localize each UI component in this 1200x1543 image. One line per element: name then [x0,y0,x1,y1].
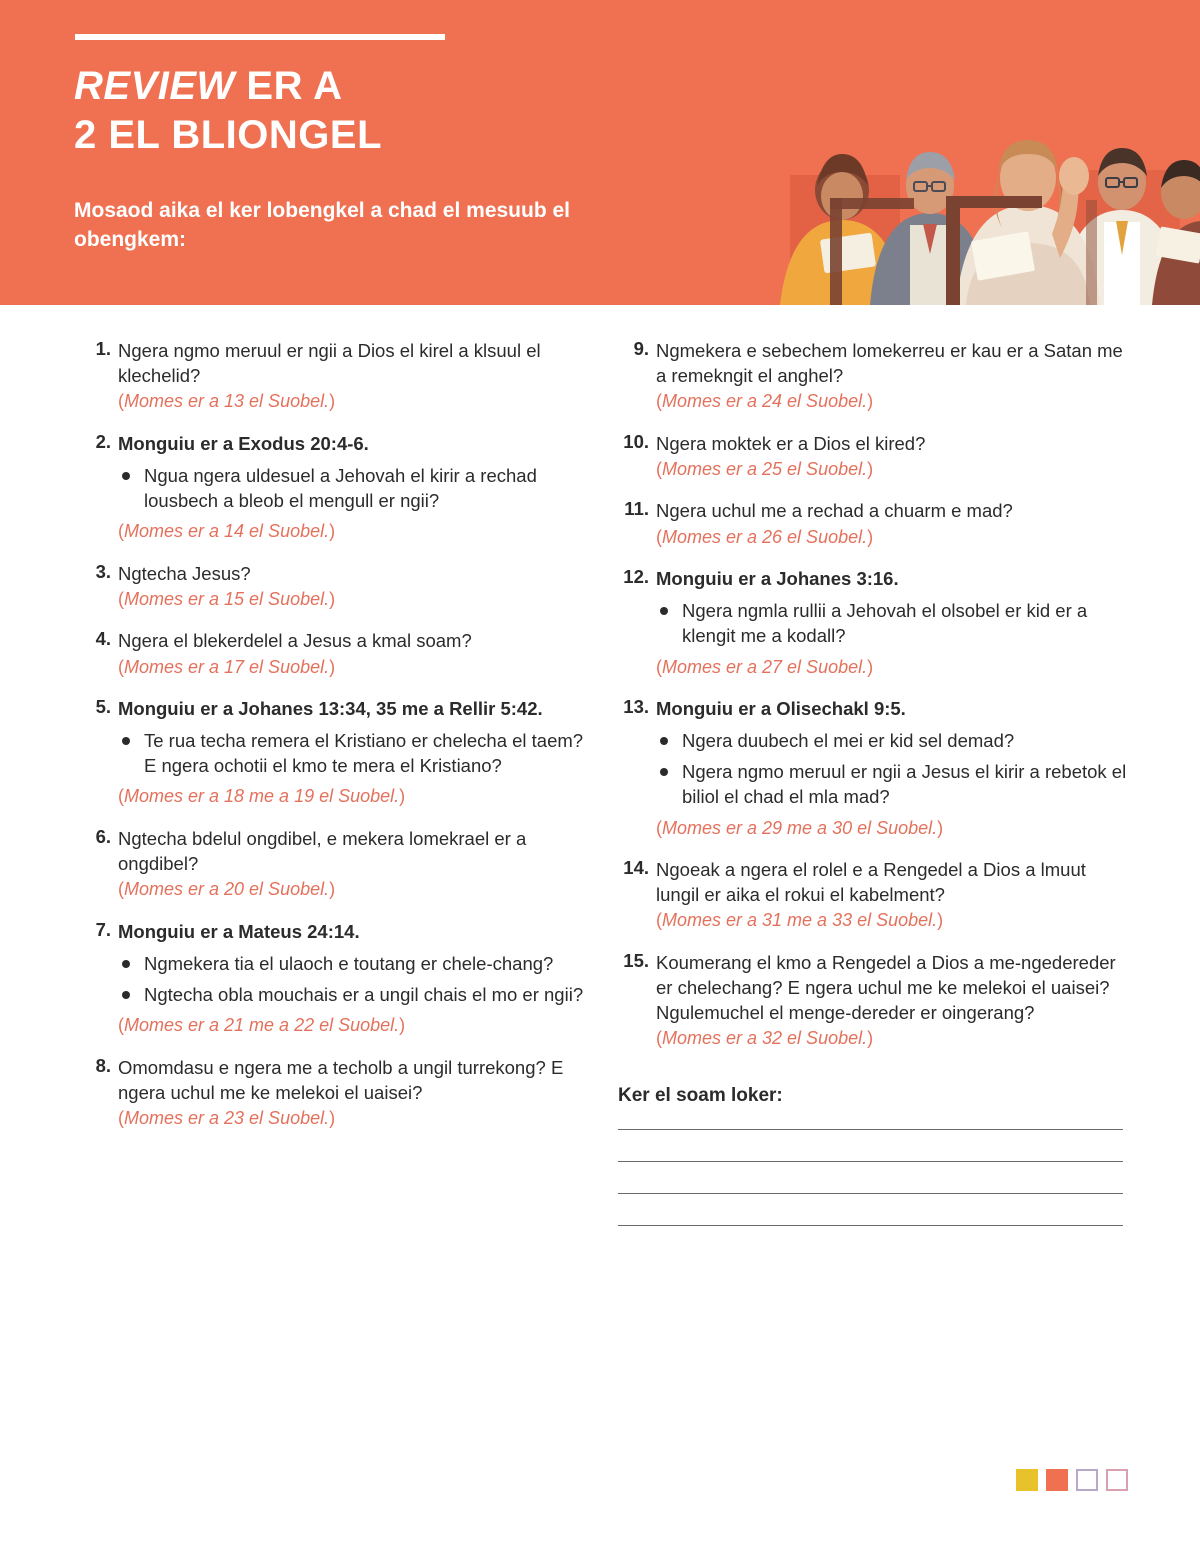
question-reference: (Momes er a 13 el Suobel.) [118,391,336,412]
question-subpoints [656,728,1128,809]
question-item [618,950,1128,1051]
footer-color-swatches [1016,1469,1128,1491]
question-item [80,561,590,612]
question-reference-text: Momes er a 17 el Suobel. [124,656,330,677]
question-reference: (Momes er a 14 el Suobel.) [118,521,336,542]
question-reference: (Momes er a 15 el Suobel.) [118,588,336,609]
question-item [618,431,1128,482]
header-divider-rule [75,34,445,40]
question-subpoint: Ngua ngera uldesuel a Jehovah el kirir a rechad lousbech a bleob el mengull er ngii? [118,463,590,513]
question-reference-text: Momes er a 32 el Suobel. [662,1028,868,1049]
notes-heading: Ker el soam loker: [618,1084,783,1106]
question-reference: (Momes er a 29 me a 30 el Suobel.) [656,817,944,838]
question-reference: (Momes er a 27 el Suobel.) [656,656,874,677]
question-subpoints [118,463,590,513]
question-number: 5. [95,695,111,717]
question-text: Koumerang el kmo a Rengedel a Dios a me-ngedereder er chelechang? E ngera uchul me ke melekoi el uaisei? Ngulemuchel el menge-dereder er oingerang? [656,951,1116,1024]
question-text: Monguiu er a Johanes 13:34, 35 me a Rellir 5:42. [118,697,543,719]
question-item [80,431,590,544]
question-number: 1. [95,338,111,359]
question-number: 6. [95,825,111,847]
question-item [618,857,1128,933]
question-text: Omomdasu e ngera me a techolb a ungil turrekong? E ngera uchul me ke melekoi el uaisei? [118,1056,564,1103]
right-column [618,338,1128,1257]
question-subpoint: Te rua techa remera el Kristiano er chelecha el taem? E ngera ochotii el kmo te mera el Kristiano? [118,728,590,778]
page-title-line1-rest: ER A [234,64,343,108]
page-title-italic-word: REVIEW [74,64,235,108]
question-number: 7. [95,918,111,940]
page-title-line2: 2 EL BLIONGEL [74,112,383,157]
question-reference-text: Momes er a 29 me a 30 el Suobel. [662,817,938,838]
swatch-lavender-outline [1076,1469,1098,1491]
question-subpoint: Ngera duubech el mei er kid sel demad? [656,728,1128,753]
question-number: 15. [623,949,649,971]
question-item [80,338,590,414]
page-header [0,0,1200,305]
question-text: Ngera ngmo meruul er ngii a Dios el kirel a klsuul el klechelid? [118,340,541,387]
question-subpoint: Ngera ngmo meruul er ngii a Jesus el kirir a rebetok el biliol el chad el mla mad? [656,759,1128,809]
question-text: Ngtecha bdelul ongdibel, e mekera lomekrael er a ongdibel? [118,827,527,875]
question-reference: (Momes er a 17 el Suobel.) [118,656,336,677]
page-subtitle: Mosaod aika el ker lobengkel a chad el mesuub el obengkem: [74,199,571,252]
question-item [618,566,1128,679]
right-question-list [618,338,1128,1051]
question-reference-text: Momes er a 21 me a 22 el Suobel. [124,1015,400,1036]
question-reference-text: Momes er a 15 el Suobel. [124,588,330,609]
question-reference: (Momes er a 24 el Suobel.) [656,391,874,412]
notes-line[interactable] [618,1129,1123,1130]
question-subpoints [118,951,590,1007]
notes-line[interactable] [618,1193,1123,1194]
question-reference: (Momes er a 25 el Suobel.) [656,458,874,479]
question-number: 14. [623,857,649,879]
question-item [618,696,1128,840]
notes-line[interactable] [618,1225,1123,1226]
question-reference-text: Momes er a 26 el Suobel. [662,526,868,547]
question-item [618,498,1128,549]
question-number: 12. [623,566,649,588]
congregation-audience-illustration [760,0,1200,305]
question-item [80,826,590,902]
swatch-pink-outline [1106,1469,1128,1491]
question-reference-text: Momes er a 18 me a 19 el Suobel. [124,786,400,807]
question-number: 2. [95,430,111,452]
question-item [80,628,590,679]
question-number: 10. [623,430,649,452]
question-reference-text: Momes er a 31 me a 33 el Suobel. [662,910,938,931]
question-reference-text: Momes er a 25 el Suobel. [662,458,868,479]
question-item [80,696,590,809]
question-item [80,1055,590,1131]
left-question-list [80,338,590,1130]
questions-content [0,305,1200,1543]
question-number: 4. [95,628,111,650]
question-subpoint: Ngtecha obla mouchais er a ungil chais el mo er ngii? [118,982,590,1007]
question-reference: (Momes er a 31 me a 33 el Suobel.) [656,910,944,931]
question-reference: (Momes er a 32 el Suobel.) [656,1028,874,1049]
question-text: Ngmekera e sebechem lomekerreu er kau er a Satan me a remekngit el anghel? [656,340,1123,387]
question-number: 13. [623,695,649,717]
question-text: Ngtecha Jesus? [118,562,251,584]
question-text: Ngera moktek er a Dios el kired? [656,432,926,454]
question-number: 8. [95,1054,111,1076]
question-subpoints [118,728,590,778]
question-text: Ngera el blekerdelel a Jesus a kmal soam? [118,630,472,652]
question-reference-text: Momes er a 27 el Suobel. [662,656,868,677]
question-reference-text: Momes er a 23 el Suobel. [124,1107,330,1128]
question-subpoint: Ngmekera tia el ulaoch e toutang er chele-chang? [118,951,590,976]
question-subpoint: Ngera ngmla rullii a Jehovah el olsobel er kid er a klengit me a kodall? [656,598,1128,648]
question-item [80,919,590,1038]
notes-write-in-lines[interactable] [618,1129,1128,1226]
question-reference: (Momes er a 26 el Suobel.) [656,526,874,547]
question-text: Monguiu er a Olisechakl 9:5. [656,697,906,719]
page-title [74,62,714,160]
question-number: 9. [633,338,649,359]
question-text: Monguiu er a Johanes 3:16. [656,568,899,590]
question-reference-text: Momes er a 14 el Suobel. [124,521,330,542]
question-reference-text: Momes er a 13 el Suobel. [124,391,330,412]
swatch-yellow [1016,1469,1038,1491]
question-text: Monguiu er a Mateus 24:14. [118,920,360,942]
question-subpoints [656,598,1128,648]
question-reference-text: Momes er a 24 el Suobel. [662,391,868,412]
notes-line[interactable] [618,1161,1123,1162]
question-item [618,338,1128,414]
question-reference: (Momes er a 21 me a 22 el Suobel.) [118,1015,406,1036]
swatch-orange [1046,1469,1068,1491]
question-number: 3. [95,560,111,582]
question-reference: (Momes er a 18 me a 19 el Suobel.) [118,786,406,807]
question-number: 11. [624,498,649,520]
left-column [80,338,590,1147]
question-text: Ngera uchul me a rechad a chuarm e mad? [656,500,1013,522]
question-reference-text: Momes er a 20 el Suobel. [124,879,330,900]
question-text: Ngoeak a ngera el rolel e a Rengedel a Dios a lmuut lungil er aika el rokui el kabelment? [656,859,1086,906]
question-text: Monguiu er a Exodus 20:4-6. [118,432,369,454]
question-reference: (Momes er a 23 el Suobel.) [118,1107,336,1128]
question-reference: (Momes er a 20 el Suobel.) [118,879,336,900]
